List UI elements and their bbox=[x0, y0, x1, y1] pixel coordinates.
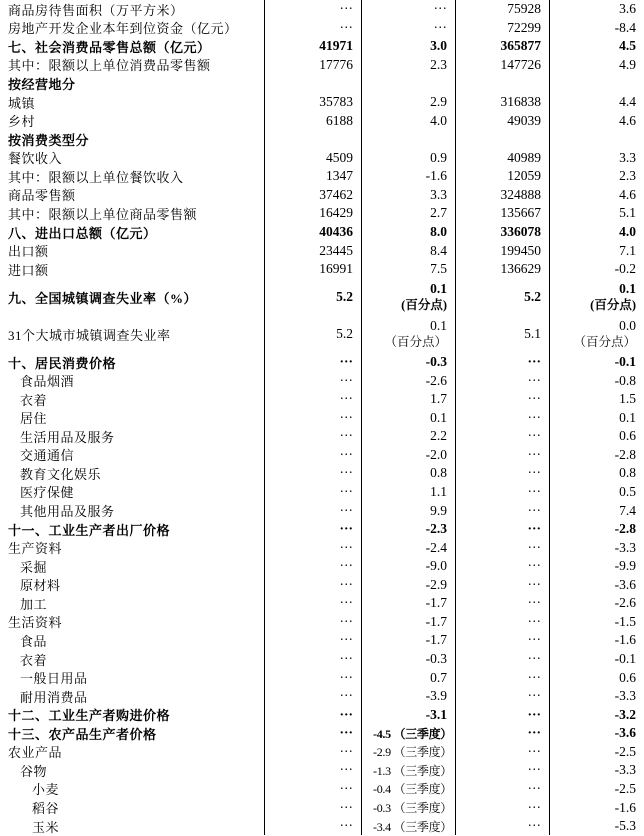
table-row bbox=[0, 371, 644, 390]
cell-value: ··· bbox=[265, 520, 362, 539]
row-label: 出口额 bbox=[0, 241, 265, 260]
cell-value: -8.4 bbox=[614, 19, 636, 35]
cell-value: ··· bbox=[265, 761, 362, 780]
row-label: 生产资料 bbox=[0, 538, 265, 557]
table-row bbox=[0, 668, 644, 687]
cell-value: 1347 bbox=[265, 167, 362, 186]
cell-value: ··· bbox=[456, 501, 550, 520]
table-row bbox=[0, 74, 644, 93]
table-row bbox=[0, 93, 644, 112]
cell-value: -2.0 bbox=[362, 446, 456, 465]
row-label: 谷物 bbox=[0, 761, 265, 780]
cell-value: -2.6 bbox=[614, 595, 636, 611]
cell-value: 5.2 bbox=[456, 278, 550, 315]
cell-value bbox=[456, 74, 550, 93]
cell-value: ··· bbox=[456, 668, 550, 687]
table-row bbox=[0, 446, 644, 465]
cell-value: ··· bbox=[456, 427, 550, 446]
cell-value: ··· bbox=[456, 613, 550, 632]
cell-value: 2.3 bbox=[362, 56, 456, 75]
cell-value: 2.2 bbox=[362, 427, 456, 446]
cell-value: -2.9 bbox=[362, 575, 456, 594]
table-row bbox=[0, 613, 644, 632]
cell-value: 365877 bbox=[456, 37, 550, 56]
cell-value: ··· bbox=[456, 687, 550, 706]
cell-value: 41971 bbox=[265, 37, 362, 56]
cell-value: 0.6 bbox=[619, 428, 636, 444]
cell-value: ··· bbox=[456, 575, 550, 594]
row-label: 其中：限额以上单位商品零售额 bbox=[0, 204, 265, 223]
cell-value: ··· bbox=[456, 817, 550, 836]
row-label: 十、居民消费价格 bbox=[0, 353, 265, 372]
row-label: 医疗保健 bbox=[0, 483, 265, 502]
cell-value: ··· bbox=[456, 390, 550, 409]
table-row bbox=[0, 204, 644, 223]
cell-value: 3.6 bbox=[619, 1, 636, 17]
cell-value: ··· bbox=[456, 798, 550, 817]
row-label: 九、全国城镇调查失业率（%） bbox=[0, 278, 265, 315]
cell-value: 7.5 bbox=[362, 260, 456, 279]
cell-value: -2.6 bbox=[362, 371, 456, 390]
row-label: 其中：限额以上单位消费品零售额 bbox=[0, 56, 265, 75]
cell-value: 49039 bbox=[456, 111, 550, 130]
cell-value: 0.6 bbox=[619, 669, 636, 685]
cell-value: 0.8 bbox=[619, 465, 636, 481]
cell-value: 324888 bbox=[456, 186, 550, 205]
cell-value: -2.9 （三季度） bbox=[362, 743, 456, 762]
cell-value: ··· bbox=[265, 19, 362, 38]
cell-value: ··· bbox=[265, 427, 362, 446]
cell-value: 1.1 bbox=[362, 483, 456, 502]
row-label: 衣着 bbox=[0, 390, 265, 409]
cell-value: 12059 bbox=[456, 167, 550, 186]
cell-value: -3.9 bbox=[362, 687, 456, 706]
table-row bbox=[0, 223, 644, 242]
cell-value: ··· bbox=[456, 353, 550, 372]
cell-value: ··· bbox=[265, 705, 362, 724]
cell-value: -1.3 （三季度） bbox=[362, 761, 456, 780]
cell-value: 0.0 （百分点） bbox=[573, 317, 636, 350]
table-row bbox=[0, 427, 644, 446]
cell-value: ··· bbox=[362, 19, 456, 38]
row-label: 食品烟酒 bbox=[0, 371, 265, 390]
cell-value: ··· bbox=[456, 650, 550, 669]
cell-value: 4.4 bbox=[619, 94, 636, 110]
row-label: 乡村 bbox=[0, 111, 265, 130]
cell-value: ··· bbox=[265, 575, 362, 594]
cell-value: ··· bbox=[265, 483, 362, 502]
table-row bbox=[0, 724, 644, 743]
table-row bbox=[0, 186, 644, 205]
table-row bbox=[0, 705, 644, 724]
cell-value: ··· bbox=[265, 371, 362, 390]
table-row bbox=[0, 575, 644, 594]
cell-value: -3.3 bbox=[614, 539, 636, 555]
row-label: 采掘 bbox=[0, 557, 265, 576]
cell-value: -3.4 （三季度） bbox=[362, 817, 456, 836]
table-row bbox=[0, 650, 644, 669]
table-row bbox=[0, 167, 644, 186]
cell-value: 336078 bbox=[456, 223, 550, 242]
cell-value: ··· bbox=[265, 798, 362, 817]
cell-value: ··· bbox=[265, 538, 362, 557]
cell-value bbox=[362, 130, 456, 149]
cell-value bbox=[550, 130, 644, 149]
cell-value: -1.6 bbox=[614, 799, 636, 815]
cell-value: ··· bbox=[265, 668, 362, 687]
cell-value: 2.3 bbox=[619, 168, 636, 184]
cell-value: ··· bbox=[265, 446, 362, 465]
cell-value: -5.3 bbox=[614, 818, 636, 834]
table-row bbox=[0, 390, 644, 409]
cell-value: ··· bbox=[456, 557, 550, 576]
table-row bbox=[0, 130, 644, 149]
table-row bbox=[0, 278, 644, 315]
cell-value: ··· bbox=[456, 705, 550, 724]
table-row bbox=[0, 780, 644, 799]
cell-value: ··· bbox=[265, 501, 362, 520]
row-label: 原材料 bbox=[0, 575, 265, 594]
cell-value bbox=[265, 130, 362, 149]
row-label: 商品零售额 bbox=[0, 186, 265, 205]
row-label: 七、社会消费品零售总额（亿元） bbox=[0, 37, 265, 56]
cell-value: 4.6 bbox=[619, 186, 636, 202]
table-row bbox=[0, 538, 644, 557]
cell-value: 35783 bbox=[265, 93, 362, 112]
cell-value: 40989 bbox=[456, 149, 550, 168]
row-label: 31个大城市城镇调查失业率 bbox=[0, 316, 265, 353]
table-row bbox=[0, 241, 644, 260]
cell-value: ··· bbox=[456, 483, 550, 502]
cell-value: 4.0 bbox=[362, 111, 456, 130]
cell-value: ··· bbox=[456, 761, 550, 780]
cell-value: -3.3 bbox=[614, 688, 636, 704]
cell-value: -0.3 （三季度） bbox=[362, 798, 456, 817]
row-label: 玉米 bbox=[0, 817, 265, 836]
table-row bbox=[0, 56, 644, 75]
cell-value: 23445 bbox=[265, 241, 362, 260]
cell-value: -0.8 bbox=[614, 372, 636, 388]
cell-value: ··· bbox=[456, 446, 550, 465]
row-label: 居住 bbox=[0, 408, 265, 427]
cell-value: 1.7 bbox=[362, 390, 456, 409]
cell-value: -0.3 bbox=[362, 650, 456, 669]
cell-value: -1.7 bbox=[362, 631, 456, 650]
cell-value: 2.7 bbox=[362, 204, 456, 223]
cell-value: 0.5 bbox=[619, 483, 636, 499]
table-row bbox=[0, 464, 644, 483]
table-row bbox=[0, 761, 644, 780]
cell-value: 3.0 bbox=[362, 37, 456, 56]
cell-value bbox=[362, 74, 456, 93]
cell-value: -2.8 bbox=[614, 446, 636, 462]
cell-value: ··· bbox=[456, 408, 550, 427]
cell-value: -2.4 bbox=[362, 538, 456, 557]
table-row bbox=[0, 687, 644, 706]
cell-value: 4509 bbox=[265, 149, 362, 168]
row-label: 食品 bbox=[0, 631, 265, 650]
cell-value: ··· bbox=[265, 557, 362, 576]
cell-value: -3.6 bbox=[614, 576, 636, 592]
row-label: 一般日用品 bbox=[0, 668, 265, 687]
cell-value: 7.4 bbox=[619, 502, 636, 518]
cell-value bbox=[456, 130, 550, 149]
cell-value: 4.9 bbox=[619, 56, 636, 72]
table-row bbox=[0, 260, 644, 279]
table-row bbox=[0, 501, 644, 520]
cell-value: 5.2 bbox=[265, 278, 362, 315]
cell-value: -9.9 bbox=[614, 558, 636, 574]
cell-value: 1.5 bbox=[619, 391, 636, 407]
cell-value: ··· bbox=[265, 390, 362, 409]
row-label: 商品房待售面积（万平方米） bbox=[0, 0, 265, 19]
cell-value: 37462 bbox=[265, 186, 362, 205]
cell-value: ··· bbox=[265, 613, 362, 632]
cell-value: 0.1 (百分点) bbox=[362, 278, 456, 315]
cell-value: -1.5 bbox=[614, 613, 636, 629]
cell-value: 316838 bbox=[456, 93, 550, 112]
cell-value: 3.3 bbox=[619, 149, 636, 165]
cell-value: ··· bbox=[265, 464, 362, 483]
cell-value: ··· bbox=[456, 631, 550, 650]
table-row bbox=[0, 483, 644, 502]
row-label: 教育文化娱乐 bbox=[0, 464, 265, 483]
cell-value: ··· bbox=[265, 780, 362, 799]
cell-value: -0.3 bbox=[362, 353, 456, 372]
row-label: 农业产品 bbox=[0, 743, 265, 762]
cell-value: 5.2 bbox=[265, 316, 362, 353]
cell-value: -2.5 bbox=[614, 743, 636, 759]
cell-value: 5.1 bbox=[456, 316, 550, 353]
cell-value: ··· bbox=[265, 743, 362, 762]
cell-value: 0.7 bbox=[362, 668, 456, 687]
cell-value: ··· bbox=[456, 464, 550, 483]
cell-value: 72299 bbox=[456, 19, 550, 38]
row-label: 房地产开发企业本年到位资金（亿元） bbox=[0, 19, 265, 38]
row-label: 生活用品及服务 bbox=[0, 427, 265, 446]
cell-value: -1.6 bbox=[362, 167, 456, 186]
cell-value: -3.2 bbox=[614, 706, 636, 722]
cell-value: 0.1 （百分点） bbox=[362, 316, 456, 353]
row-label: 按经营地分 bbox=[0, 74, 265, 93]
row-label: 其他用品及服务 bbox=[0, 501, 265, 520]
row-label: 其中：限额以上单位餐饮收入 bbox=[0, 167, 265, 186]
cell-value: -1.7 bbox=[362, 613, 456, 632]
table-row bbox=[0, 743, 644, 762]
cell-value: ··· bbox=[265, 724, 362, 743]
cell-value: 6188 bbox=[265, 111, 362, 130]
cell-value: ··· bbox=[456, 538, 550, 557]
cell-value: 0.1 bbox=[619, 409, 636, 425]
row-label: 生活资料 bbox=[0, 613, 265, 632]
cell-value bbox=[550, 74, 644, 93]
cell-value: 4.6 bbox=[619, 112, 636, 128]
row-label: 耐用消费品 bbox=[0, 687, 265, 706]
cell-value: 4.0 bbox=[619, 224, 636, 240]
table-row bbox=[0, 557, 644, 576]
row-label: 十二、工业生产者购进价格 bbox=[0, 705, 265, 724]
cell-value: 147726 bbox=[456, 56, 550, 75]
cell-value: 0.9 bbox=[362, 149, 456, 168]
table-row bbox=[0, 353, 644, 372]
cell-value: ··· bbox=[265, 631, 362, 650]
cell-value: -1.6 bbox=[614, 632, 636, 648]
cell-value: ··· bbox=[265, 0, 362, 19]
cell-value: ··· bbox=[265, 650, 362, 669]
row-label: 加工 bbox=[0, 594, 265, 613]
cell-value: 2.9 bbox=[362, 93, 456, 112]
cell-value: 4.5 bbox=[619, 38, 636, 54]
table-row bbox=[0, 594, 644, 613]
row-label: 十一、工业生产者出厂价格 bbox=[0, 520, 265, 539]
cell-value: ··· bbox=[456, 780, 550, 799]
cell-value: -3.1 bbox=[362, 705, 456, 724]
table-row bbox=[0, 19, 644, 38]
cell-value: ··· bbox=[362, 0, 456, 19]
cell-value: 17776 bbox=[265, 56, 362, 75]
cell-value: ··· bbox=[265, 353, 362, 372]
row-label: 十三、农产品生产者价格 bbox=[0, 724, 265, 743]
cell-value: ··· bbox=[456, 743, 550, 762]
cell-value: 40436 bbox=[265, 223, 362, 242]
table-row bbox=[0, 798, 644, 817]
cell-value: ··· bbox=[456, 594, 550, 613]
table-row bbox=[0, 316, 644, 353]
table-row bbox=[0, 0, 644, 19]
table-row bbox=[0, 111, 644, 130]
row-label: 稻谷 bbox=[0, 798, 265, 817]
cell-value: -2.3 bbox=[362, 520, 456, 539]
cell-value: ··· bbox=[456, 371, 550, 390]
cell-value: 3.3 bbox=[362, 186, 456, 205]
cell-value: ··· bbox=[265, 594, 362, 613]
cell-value: 9.9 bbox=[362, 501, 456, 520]
cell-value: 16429 bbox=[265, 204, 362, 223]
row-label: 餐饮收入 bbox=[0, 149, 265, 168]
table-row bbox=[0, 631, 644, 650]
table-row bbox=[0, 408, 644, 427]
row-label: 交通通信 bbox=[0, 446, 265, 465]
cell-value: -0.2 bbox=[614, 261, 636, 277]
cell-value: ··· bbox=[265, 687, 362, 706]
table-row bbox=[0, 520, 644, 539]
cell-value: -1.7 bbox=[362, 594, 456, 613]
table-row bbox=[0, 37, 644, 56]
row-label: 进口额 bbox=[0, 260, 265, 279]
cell-value: 0.1 bbox=[362, 408, 456, 427]
cell-value: -2.8 bbox=[614, 521, 636, 537]
cell-value: -0.1 bbox=[614, 354, 636, 369]
row-label: 按消费类型分 bbox=[0, 130, 265, 149]
table-row bbox=[0, 149, 644, 168]
cell-value: -0.4 （三季度） bbox=[362, 780, 456, 799]
cell-value: ··· bbox=[456, 520, 550, 539]
cell-value: -3.3 bbox=[614, 762, 636, 778]
cell-value: 0.8 bbox=[362, 464, 456, 483]
cell-value bbox=[265, 74, 362, 93]
cell-value: 7.1 bbox=[619, 242, 636, 258]
cell-value: ··· bbox=[456, 724, 550, 743]
row-label: 城镇 bbox=[0, 93, 265, 112]
cell-value: -9.0 bbox=[362, 557, 456, 576]
cell-value: 8.4 bbox=[362, 241, 456, 260]
cell-value: 136629 bbox=[456, 260, 550, 279]
cell-value: 199450 bbox=[456, 241, 550, 260]
cell-value: 0.1 (百分点) bbox=[590, 280, 636, 312]
cell-value: -0.1 bbox=[614, 651, 636, 666]
cell-value: 5.1 bbox=[619, 205, 636, 221]
cell-value: 16991 bbox=[265, 260, 362, 279]
cell-value: ··· bbox=[265, 408, 362, 427]
cell-value: ··· bbox=[265, 817, 362, 836]
cell-value: 8.0 bbox=[362, 223, 456, 242]
row-label: 八、进出口总额（亿元） bbox=[0, 223, 265, 242]
row-label: 小麦 bbox=[0, 780, 265, 799]
row-label: 衣着 bbox=[0, 650, 265, 669]
cell-value: -3.6 bbox=[614, 725, 636, 741]
table-row bbox=[0, 817, 644, 836]
cell-value: -4.5 （三季度） bbox=[362, 724, 456, 743]
cell-value: -2.5 bbox=[614, 780, 636, 796]
cell-value: 75928 bbox=[456, 0, 550, 19]
cell-value: 135667 bbox=[456, 204, 550, 223]
